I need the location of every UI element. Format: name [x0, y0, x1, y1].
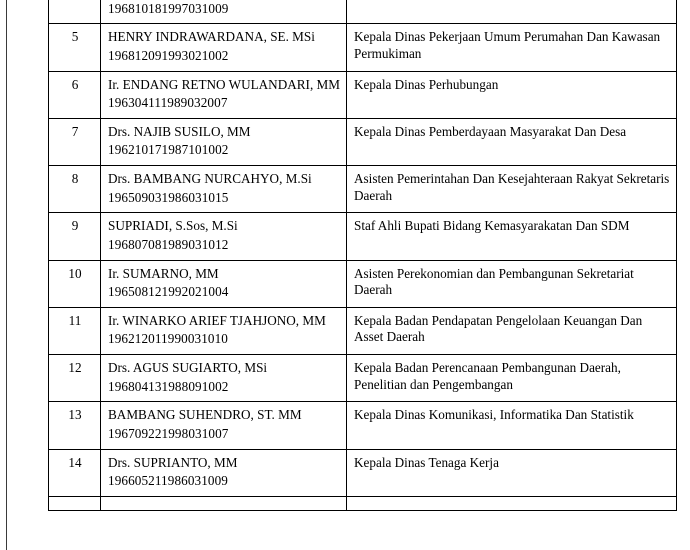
person-nip: 196709221998031007 — [108, 425, 229, 441]
position-title: Kepala Dinas Pemberdayaan Masyarakat Dan Desa — [354, 123, 627, 139]
row-name-cell — [101, 0, 347, 24]
row-position-cell — [347, 496, 677, 510]
position-title: Staf Ahli Bupati Bidang Kemasyarakatan Dan SDM — [354, 218, 630, 234]
row-number — [49, 496, 101, 510]
row-position-cell — [347, 355, 677, 402]
row-number: 14 — [49, 449, 101, 496]
table-row — [49, 213, 677, 260]
row-name-cell — [101, 402, 347, 449]
table-row — [49, 0, 677, 24]
row-number: 8 — [49, 166, 101, 213]
row-name-cell — [101, 166, 347, 213]
row-position-cell — [347, 402, 677, 449]
person-nip: 196810181997031009 — [108, 0, 229, 16]
row-number: 13 — [49, 402, 101, 449]
position-title: Asisten Perekonomian dan Pembangunan Sekretariat Daerah — [354, 265, 634, 298]
position-title: Kepala Badan Pendapatan Pengelolaan Keuangan Dan Asset Daerah — [354, 312, 643, 345]
row-name-cell — [101, 496, 347, 510]
person-name: BAMBANG SUHENDRO, ST. MM — [108, 407, 302, 423]
person-nip: 196304111989032007 — [108, 95, 228, 111]
person-name: Drs. BAMBANG NURCAHYO, M.Si — [108, 171, 312, 186]
table-body — [49, 0, 677, 510]
row-name-cell — [101, 307, 347, 354]
row-position-cell — [347, 166, 677, 213]
person-name: Ir. WINARKO ARIEF TJAHJONO, MM — [108, 312, 326, 328]
person-nip: 196804131988091002 — [108, 378, 229, 394]
position-title: Asisten Pemerintahan Dan Kesejahteraan Rakyat Sekretaris Daerah — [354, 171, 670, 203]
position-title: Kepala Badan Perencanaan Pembangunan Daerah, Penelitian dan Pengembangan — [354, 360, 621, 392]
row-position-cell — [347, 71, 677, 118]
row-name-cell — [101, 213, 347, 260]
table-container — [48, 0, 670, 511]
table-row — [49, 307, 677, 354]
row-number: 7 — [49, 118, 101, 165]
person-name: SUPRIADI, S.Sos, M.Si — [108, 218, 238, 234]
row-name-cell — [101, 355, 347, 402]
person-nip: 196605211986031009 — [108, 473, 228, 489]
person-name: Drs. NAJIB SUSILO, MM — [108, 123, 251, 139]
row-number: 10 — [49, 260, 101, 307]
row-position-cell — [347, 118, 677, 165]
table-row — [49, 166, 677, 213]
person-name: Drs. SUPRIANTO, MM — [108, 454, 238, 470]
row-number: 5 — [49, 24, 101, 71]
table-row — [49, 496, 677, 510]
person-name: HENRY INDRAWARDANA, SE. MSi — [108, 29, 315, 45]
table-row — [49, 355, 677, 402]
officials-table — [48, 0, 677, 511]
row-number: 12 — [49, 355, 101, 402]
position-title: Kepala Dinas Komunikasi, Informatika Dan Statistik — [354, 407, 634, 423]
person-name: Drs. AGUS SUGIARTO, MSi — [108, 360, 268, 375]
table-row — [49, 449, 677, 496]
position-title: Kepala Dinas Tenaga Kerja — [354, 454, 499, 470]
row-position-cell — [347, 260, 677, 307]
person-nip: 196210171987101002 — [108, 142, 229, 158]
person-nip: 196812091993021002 — [108, 47, 229, 63]
row-name-cell — [101, 260, 347, 307]
position-title: Kepala Dinas Pekerjaan Umum Perumahan Dan Kawasan Permukiman — [354, 29, 661, 61]
person-nip: 196509031986031015 — [108, 189, 229, 205]
row-number: 11 — [49, 307, 101, 354]
row-number — [49, 0, 101, 24]
position-title: Kepala Dinas Perhubungan — [354, 76, 499, 92]
row-number: 9 — [49, 213, 101, 260]
person-name: Ir. SUMARNO, MM — [108, 265, 219, 281]
table-row — [49, 71, 677, 118]
person-nip: 196807081989031012 — [108, 236, 229, 252]
row-position-cell — [347, 24, 677, 71]
table-row — [49, 24, 677, 71]
row-position-cell — [347, 307, 677, 354]
table-row — [49, 260, 677, 307]
table-row — [49, 118, 677, 165]
row-number: 6 — [49, 71, 101, 118]
row-position-cell — [347, 449, 677, 496]
row-name-cell — [101, 118, 347, 165]
row-name-cell — [101, 24, 347, 71]
person-name: Ir. ENDANG RETNO WULANDARI, MM — [108, 76, 340, 92]
row-position-cell — [347, 0, 677, 24]
page-edge-line — [6, 0, 7, 550]
person-nip: 196508121992021004 — [108, 284, 229, 300]
row-position-cell — [347, 213, 677, 260]
person-nip: 196212011990031010 — [108, 331, 228, 347]
row-name-cell — [101, 449, 347, 496]
table-row — [49, 402, 677, 449]
row-name-cell — [101, 71, 347, 118]
